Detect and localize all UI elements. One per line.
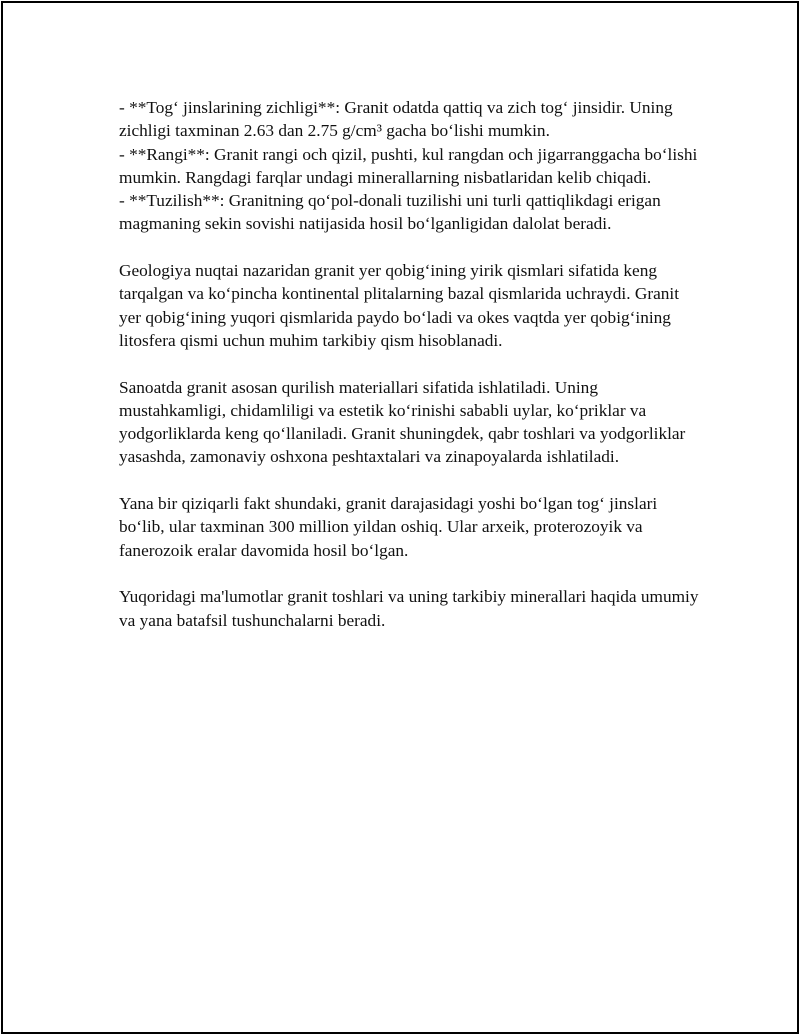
bullet-density: - **Tog‘ jinslarining zichligi**: Granit odatda qattiq va zich tog‘ jinsidir. Uning zichligi taxminan 2.63 dan 2.75 g/cm³ gacha bo‘lishi mumkin. (119, 98, 673, 141)
paragraph-summary: Yuqoridagi ma'lumotlar granit toshlari va uning tarkibiy minerallari haqida umumiy va yana batafsil tushunchalarni beradi. (119, 587, 699, 630)
bullet-structure: - **Tuzilish**: Granitning qo‘pol-donali tuzilishi uni turli qattiqlikdagi erigan magmaning sekin sovishi natijasida hosil bo‘lganligidan dalolat beradi. (119, 191, 661, 234)
paragraph-age-fact: Yana bir qiziqarli fakt shundaki, granit darajasidagi yoshi bo‘lgan tog‘ jinslari bo‘lib, ular taxminan 300 million yildan oshiq. Ular arxeik, proterozoyik va fanerozoik eralar davomida hosil bo‘lgan. (119, 494, 658, 560)
paragraph-geology: Geologiya nuqtai nazaridan granit yer qobig‘ining yirik qismlari sifatida keng tarqalgan va ko‘pincha kontinental plitalarning bazal qismlarida uchraydi. Granit yer qobig‘ining yuqori qismlarida paydo bo‘ladi va okes vaqtda yer qobig‘ining litosfera qismi uchun muhim tarkibiy qism hisoblanadi. (119, 261, 680, 350)
paragraph-industry: Sanoatda granit asosan qurilish materiallari sifatida ishlatiladi. Uning mustahkamligi, chidamliligi va estetik ko‘rinishi sababli uylar, ko‘priklar va yodgorliklarda keng qo‘llaniladi. Granit shuningdek, qabr toshlari va yodgorliklar yasashda, zamonaviy oshxona peshtaxtalari va zinapoyalarda ishlatiladi. (119, 377, 686, 467)
document-body (119, 96, 699, 632)
bullet-color: - **Rangi**: Granit rangi och qizil, pushti, kul rangdan och jigarranggacha bo‘lishi mumkin. Rangdagi farqlar undagi minerallarning nisbatlaridan kelib chiqadi. (119, 144, 698, 187)
page-frame (1, 1, 799, 1034)
